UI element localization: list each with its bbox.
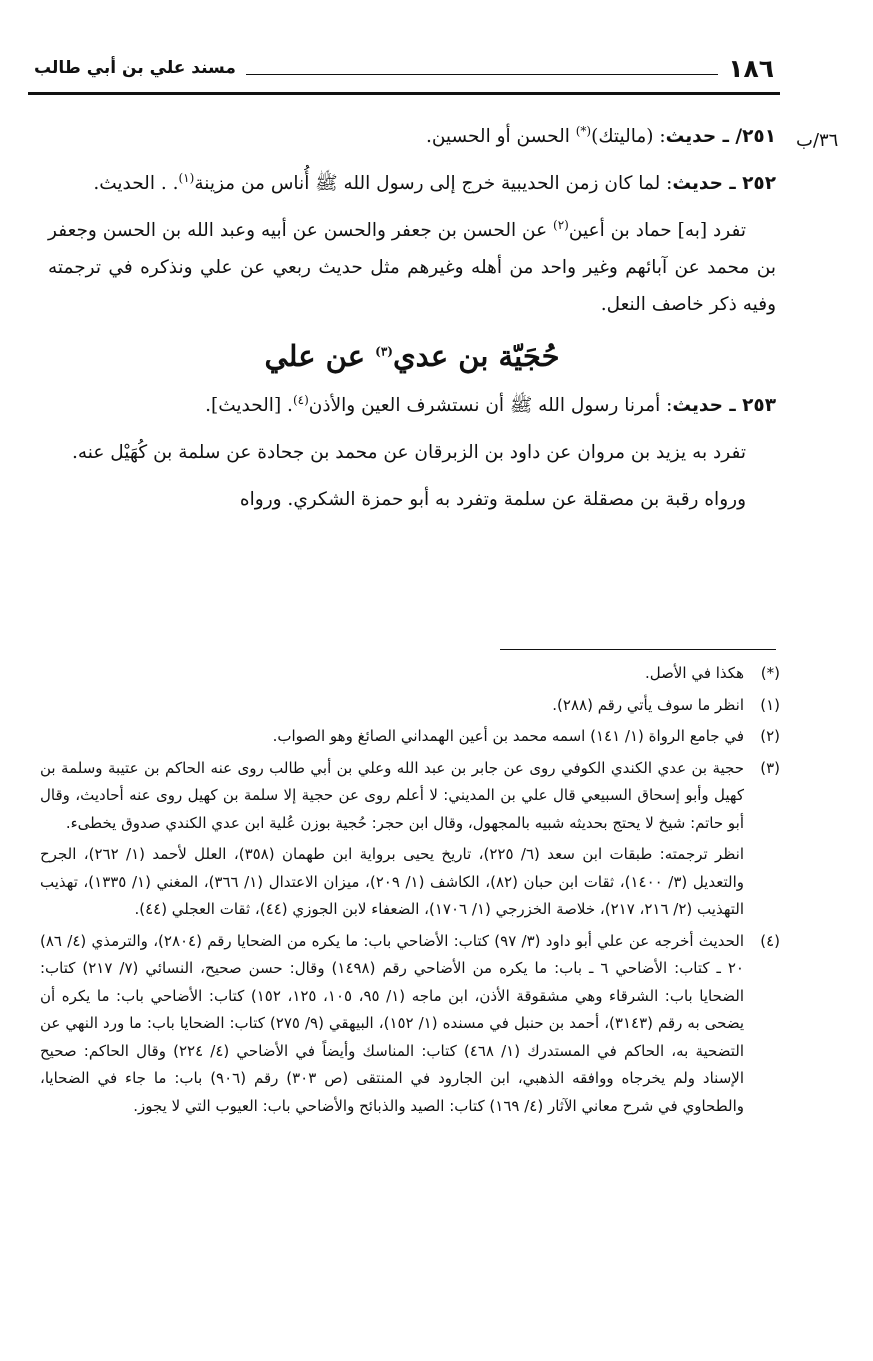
header-rule [246, 74, 718, 75]
hadith-number: ٢٥٢ ـ حديث [672, 173, 776, 194]
footnote-mark: (*) [760, 664, 780, 682]
footnote-mark: (١) [760, 695, 780, 714]
hadith-252 [48, 165, 776, 202]
hadith-text: الحسن أو الحسين. [425, 126, 576, 147]
hadith-text: : أمرنا رسول الله ﷺ أن نستشرف العين والأذن [308, 395, 673, 416]
hadith-text: . [الحديث]. [205, 395, 293, 416]
footnote-body [40, 660, 744, 692]
footnote-text: انظر ترجمته: طبقات ابن سعد (٦/ ٢٢٥)، تاريخ يحيى برواية ابن طهمان (٣٥٨)، العلل لأحمد (١/ ٢٦٢)، الجرح والتعديل (٣/ ١٤٠٠)، ثقات ابن حبان (٨٢)، الكاشف (١/ ٢٠٩)، ميزان الاعتدال (١/ ٣٦٦)، المغني (١/ ١٣٣٥)، تهذيب التهذيب (٢/ ٢١٦، ٢١٧)، خلاصة الخزرجي (١/ ١٧٠٦)، الضعفاء لابن الجوزي (٤٤)، ثقات العجلي (٤٤). [40, 845, 744, 918]
footnote-text: الحديث أخرجه عن علي أبو داود (٣/ ٩٧) كتاب: الأضاحي باب: ما يكره من الضحايا رقم (٢٨٠٤)، والترمذي (٤/ ٨٦) ٢٠ ـ كتاب: الأضاحي ٦ ـ باب: ما يكره من الأضاحي رقم (١٤٩٨) وقال: حسن صحيح، النسائي (٧/ ٢١٧) كتاب: الضحايا باب: الشرقاء وهي مشقوقة الأذن، ابن ماجه (١/ ٩٥، ١٠٥، ١٢٥، ١٥٢) كتاب: الأضاحي باب: ما يكره أن يضحى به رقم (٣١٤٣)، أحمد بن حنبل في مسنده (١/ ١٥٢)، البيهقي (٩/ ٢٧٥) كتاب: الضحايا باب: ما ورد النهي عن التضحية به، الحاكم في المستدرك (١/ ٤٦٨) كتاب: المناسك وأيضاً في الأضاحي (٤/ ٢٢٤) وقال الحاكم: صحيح الإسناد ولم يخرجاه ووافقه الذهبي، ابن الجارود في المنتقى (ص ٣٠٣) رقم (٩٠٦) باب: ما جاء في الضحايا، والطحاوي في شرح معاني الآثار (٤/ ١٦٩) كتاب: الصيد والذبائح والأضاحي باب: العيوب التي لا يجوز. [40, 931, 745, 1115]
footnote-body [40, 692, 744, 724]
footnote-item [40, 723, 780, 755]
page-number: ١٨٦ [728, 54, 774, 83]
hadith-253 [48, 387, 776, 424]
section-heading-text: حُجَيّة بن عدي [392, 339, 560, 373]
footnote-body [40, 723, 744, 755]
hadith-text: : (ماليتك) [591, 126, 666, 147]
footnote-item [40, 660, 780, 692]
footnote-body [40, 755, 744, 928]
footnote-ref[interactable]: (٣) [375, 344, 393, 359]
commentary-text: تفرد [به] حماد بن أعين [568, 220, 746, 241]
manuscript-folio-note: ٣٦/ب [796, 130, 839, 151]
footnote-text: في جامع الرواة (١/ ١٤١) اسمه محمد بن أعين الهمداني الصائغ وهو الصواب. [272, 727, 744, 745]
footnote-item [40, 755, 780, 928]
commentary-paragraph [48, 212, 776, 323]
footnote-ref[interactable]: (٤) [292, 392, 309, 407]
footnote-ref[interactable]: (*) [575, 123, 592, 138]
footnote-divider [500, 649, 776, 650]
commentary-text: عن الحسن بن جعفر والحسن عن أبيه وعبد الله بن الحسن وجعفر بن محمد عن آبائهم وغير واحد من أهله وغيرهم مثل حديث ربعي عن علي ونذكره في ترجمته وفيه ذكر خاصف النعل. [48, 220, 776, 315]
hadith-number: ٢٥١/ ـ حديث [665, 126, 776, 147]
hadith-number: ٢٥٣ ـ حديث [672, 395, 776, 416]
running-title: مسند علي بن أبي طالب [34, 58, 236, 78]
footnotes [40, 660, 780, 1124]
footnote-mark: (٤) [760, 931, 780, 950]
section-heading [48, 333, 776, 379]
footnote-text: هكذا في الأصل. [644, 664, 744, 682]
footnote-item [40, 928, 780, 1125]
footnote-ref[interactable]: (١) [178, 170, 195, 185]
hadith-251 [48, 118, 776, 155]
main-text [48, 118, 776, 528]
footnote-ref[interactable]: (٢) [553, 217, 569, 232]
footnote-item [40, 692, 780, 724]
commentary-paragraph: ورواه رقبة بن مصقلة عن سلمة وتفرد به أبو حمزة الشكري. ورواه [239, 489, 746, 510]
footnote-text: انظر ما سوف يأتي رقم (٢٨٨). [552, 695, 744, 714]
footnote-mark: (٢) [760, 727, 780, 745]
hadith-text: . . الحديث. [93, 173, 179, 194]
footnote-text: حجية بن عدي الكندي الكوفي روى عن جابر بن عبد الله وعلي بن أبي طالب روى عنه الحاكم بن عتيبة وسلمة بن كهيل وأبو إسحاق السبيعي قال علي بن المديني: لا أعلم روى عن حجية إلا سلمة بن كهيل روى عنه أحاديث، وقال أبو حاتم: شيخ لا يحتج بحديثه شبيه بالمجهول، وقال ابن حجر: حُجية بوزن عُلية ابن عدي الكندي صدوق يخطىء. [40, 758, 744, 832]
footnote-mark: (٣) [760, 758, 780, 777]
hadith-text: : لما كان زمن الحديبية خرج إلى رسول الله ﷺ أُناس من مزينة [194, 173, 673, 194]
section-heading-text: عن علي [264, 339, 376, 373]
footnote-body [40, 928, 744, 1125]
page-header [28, 52, 780, 95]
commentary-paragraph: تفرد به يزيد بن مروان عن داود بن الزبرقان عن محمد بن جحادة عن سلمة بن كُهَيْل عنه. [71, 442, 746, 463]
